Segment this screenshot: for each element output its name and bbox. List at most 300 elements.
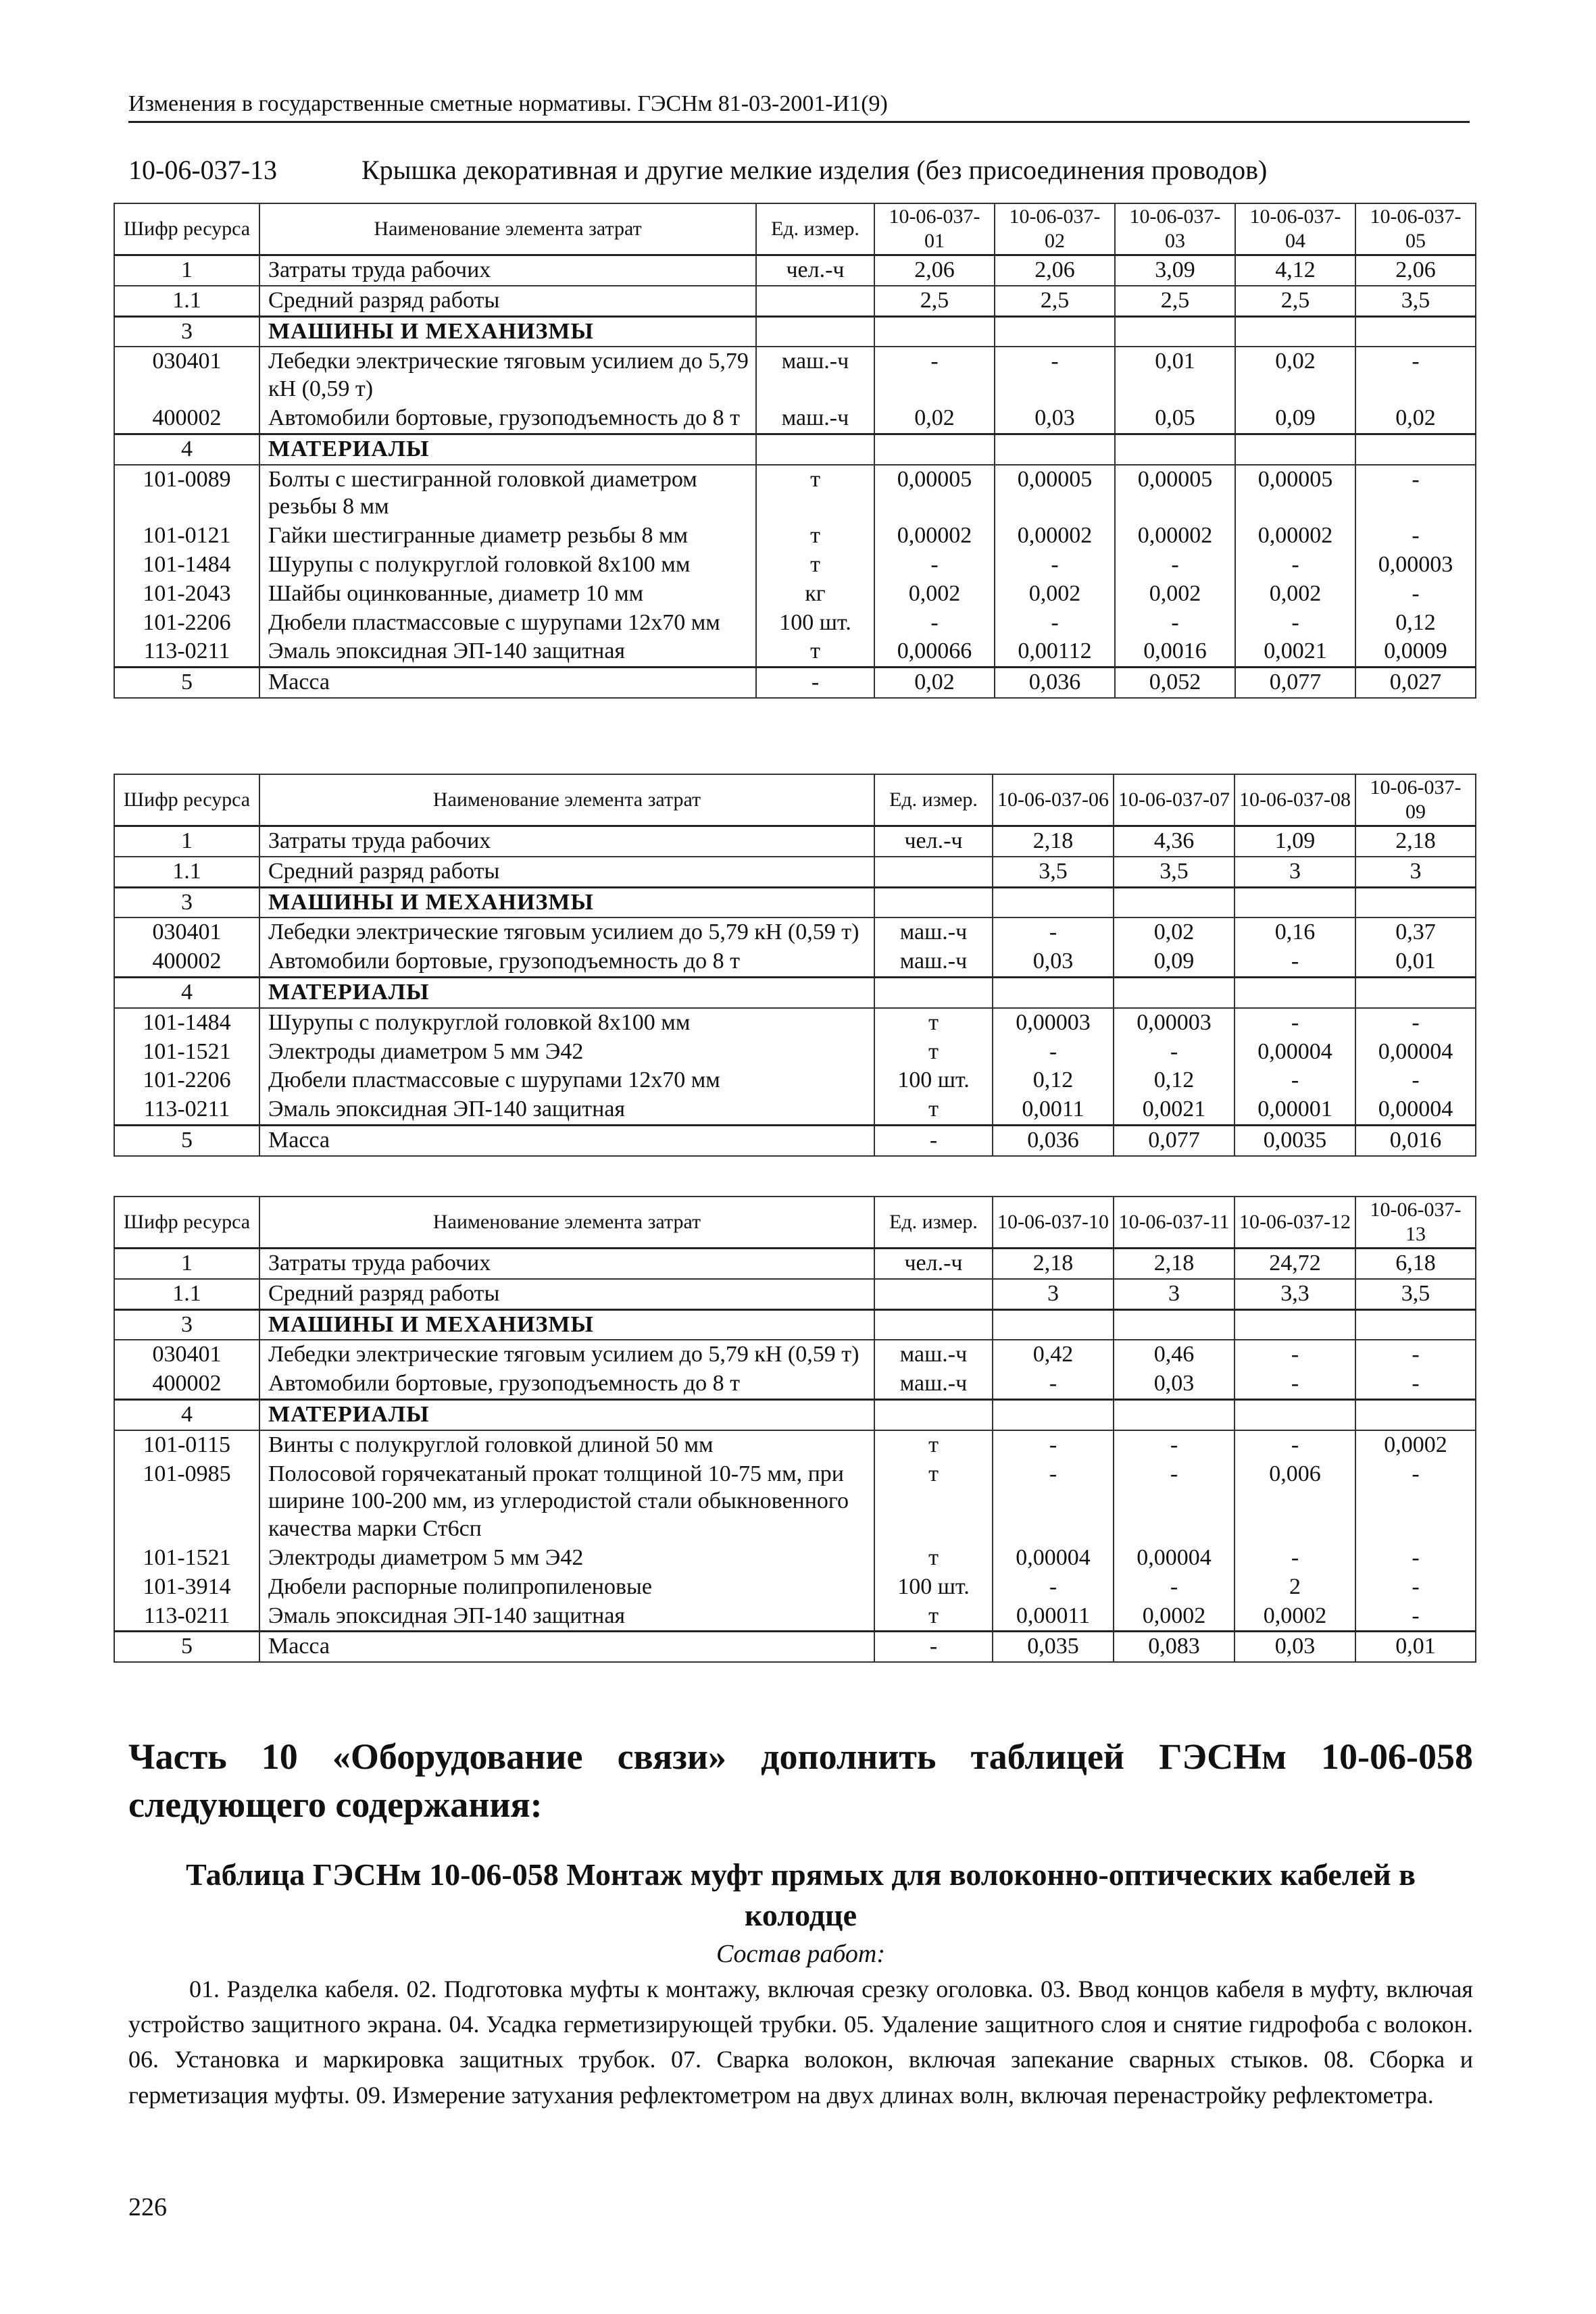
unit (874, 857, 993, 887)
value: 0,01 (1115, 347, 1235, 404)
table-row (114, 1573, 1476, 1602)
value: - (995, 551, 1115, 580)
value (1355, 434, 1476, 464)
header-norm-code: 10-06-037-03 (1115, 203, 1235, 255)
value: - (995, 609, 1115, 638)
unit: маш.-ч (874, 917, 993, 947)
resource-code: 4 (114, 977, 259, 1007)
value: 0,0002 (1114, 1602, 1235, 1632)
table-row (114, 286, 1476, 316)
value (1235, 434, 1355, 464)
value: - (993, 1573, 1114, 1602)
value: 2,06 (995, 255, 1115, 286)
value: 4,36 (1114, 826, 1235, 857)
value: - (1235, 1544, 1355, 1573)
value: - (1235, 1066, 1355, 1095)
value (1235, 887, 1355, 917)
resource-code: 101-2206 (114, 609, 259, 638)
value: 0,00011 (993, 1602, 1114, 1632)
value: 0,16 (1235, 917, 1355, 947)
header-norm-code: 10-06-037-09 (1355, 774, 1476, 826)
header-name: Наименование элемента затрат (259, 774, 874, 826)
value: 2,5 (1115, 286, 1235, 316)
value: 2 (1235, 1573, 1355, 1602)
value: 0,002 (1115, 580, 1235, 609)
value: 0,035 (993, 1632, 1114, 1662)
value: 2,18 (993, 826, 1114, 857)
table-row (114, 1602, 1476, 1632)
value: - (995, 347, 1115, 404)
table-row (114, 1460, 1476, 1544)
value: 3 (1235, 857, 1355, 887)
value: 3 (1114, 1279, 1235, 1309)
resource-code: 5 (114, 668, 259, 698)
value: - (993, 1430, 1114, 1460)
table-row (114, 1066, 1476, 1095)
section-row (114, 1309, 1476, 1340)
unit: чел.-ч (874, 1249, 993, 1279)
unit: т (874, 1008, 993, 1038)
value (1355, 1399, 1476, 1430)
unit: - (874, 1125, 993, 1155)
value (993, 977, 1114, 1007)
section-title (259, 887, 874, 917)
value: - (874, 609, 995, 638)
value: 3,5 (1355, 1279, 1476, 1309)
header-norm-code: 10-06-037-07 (1114, 774, 1235, 826)
header-code: Шифр ресурса (114, 1197, 259, 1249)
header-norm-code: 10-06-037-06 (993, 774, 1114, 826)
unit: - (756, 668, 874, 698)
value: 0,00004 (993, 1544, 1114, 1573)
resource-code: 113-0211 (114, 1095, 259, 1125)
value: 0,12 (1114, 1066, 1235, 1095)
value: 0,00002 (874, 522, 995, 551)
resource-code: 1.1 (114, 286, 259, 316)
table-row (114, 1430, 1476, 1460)
header-code: Шифр ресурса (114, 203, 259, 255)
resource-code: 030401 (114, 347, 259, 404)
section-title-text: МАШИНЫ И МЕХАНИЗМЫ (268, 1311, 594, 1337)
value: - (1355, 1544, 1476, 1573)
value: - (993, 917, 1114, 947)
unit: т (756, 637, 874, 667)
value: 0,052 (1115, 668, 1235, 698)
header-norm-code: 10-06-037-11 (1114, 1197, 1235, 1249)
norms-table-2 (114, 774, 1476, 1157)
resource-code: 101-1521 (114, 1544, 259, 1573)
resource-name: Автомобили бортовые, грузоподъемность до 8 т (259, 947, 874, 977)
resource-name: Эмаль эпоксидная ЭП-140 защитная (259, 637, 756, 667)
resource-name: Шурупы с полукруглой головкой 8х100 мм (259, 1008, 874, 1038)
unit: кг (756, 580, 874, 609)
value: - (1235, 609, 1355, 638)
mass-row (114, 1632, 1476, 1662)
value (1355, 887, 1476, 917)
table-row (114, 947, 1476, 977)
table-header-row (114, 203, 1476, 255)
resource-code: 101-1484 (114, 551, 259, 580)
value: 3,5 (1355, 286, 1476, 316)
value: - (1114, 1573, 1235, 1602)
value: 0,016 (1355, 1125, 1476, 1155)
table-title: Таблица ГЭСНм 10-06-058 Монтаж муфт прямых для волоконно-оптических кабелей в колодце (186, 1857, 1416, 1932)
value: 0,12 (1355, 609, 1476, 638)
unit: т (874, 1544, 993, 1573)
section-row (114, 1399, 1476, 1430)
value: 0,02 (1235, 347, 1355, 404)
resource-name: Автомобили бортовые, грузоподъемность до 8 т (259, 404, 756, 434)
resource-code: 400002 (114, 1369, 259, 1399)
value: 0,00005 (1115, 465, 1235, 522)
resource-name: Затраты труда рабочих (259, 826, 874, 857)
section-title (259, 1399, 874, 1430)
header-norm-code: 10-06-037-02 (995, 203, 1115, 255)
value: - (1355, 1573, 1476, 1602)
section-row (114, 887, 1476, 917)
resource-name: Масса (259, 668, 756, 698)
value: 1,09 (1235, 826, 1355, 857)
value: 2,06 (1355, 255, 1476, 286)
resource-code: 030401 (114, 1340, 259, 1369)
section-title-text: МАТЕРИАЛЫ (268, 1401, 430, 1427)
table-row (114, 1249, 1476, 1279)
table-header-row (114, 774, 1476, 826)
unit: - (874, 1632, 993, 1662)
unit: маш.-ч (756, 404, 874, 434)
value: 0,00005 (1235, 465, 1355, 522)
works-text: 01. Разделка кабеля. 02. Подготовка муфты к монтажу, включая срезку оголовка. 03. Ввод концов кабеля в муфту, включая устройство защитного экрана. 04. Усадка герметизирующей трубки. 05. Удаление защитного слоя и снятие гидрофоба с волокон. 06. Установка и маркировка защитных трубок. 07. Сварка волокон, включая запекание сварных стыков. 08. Сборка и герметизация муфты. 09. Измерение затухания рефлектометром на двух длинах волн, включая перенастройку рефлектометра. (128, 1976, 1473, 2109)
value (1235, 1309, 1355, 1340)
value: 0,02 (874, 668, 995, 698)
resource-name: Шурупы с полукруглой головкой 8х100 мм (259, 551, 756, 580)
table-row (114, 609, 1476, 638)
resource-code: 101-2206 (114, 1066, 259, 1095)
unit: т (874, 1460, 993, 1544)
unit (874, 1309, 993, 1340)
value: - (993, 1460, 1114, 1544)
value (995, 316, 1115, 347)
header-norm-code: 10-06-037-01 (874, 203, 995, 255)
unit: т (874, 1602, 993, 1632)
resource-name: Эмаль эпоксидная ЭП-140 защитная (259, 1095, 874, 1125)
table-row (114, 1369, 1476, 1399)
unit (756, 434, 874, 464)
resource-name: Болты с шестигранной головкой диаметром резьбы 8 мм (259, 465, 756, 522)
value: 3 (993, 1279, 1114, 1309)
value: - (1235, 947, 1355, 977)
value: 0,0009 (1355, 637, 1476, 667)
value: - (1235, 1008, 1355, 1038)
value (993, 1309, 1114, 1340)
header-code: Шифр ресурса (114, 774, 259, 826)
value (1114, 1309, 1235, 1340)
resource-name: Масса (259, 1125, 874, 1155)
unit (874, 977, 993, 1007)
resource-code: 030401 (114, 917, 259, 947)
value: 0,002 (874, 580, 995, 609)
unit (874, 1279, 993, 1309)
table-row (114, 465, 1476, 522)
table-header-row (114, 1197, 1476, 1249)
value: - (993, 1038, 1114, 1067)
value: - (1355, 1066, 1476, 1095)
section-title-text: МАТЕРИАЛЫ (268, 436, 430, 461)
value (874, 434, 995, 464)
value: 3 (1355, 857, 1476, 887)
section-title-text: МАТЕРИАЛЫ (268, 979, 430, 1005)
value: - (1235, 551, 1355, 580)
value: - (874, 347, 995, 404)
resource-code: 101-1521 (114, 1038, 259, 1067)
table-row (114, 1095, 1476, 1125)
value: - (1114, 1430, 1235, 1460)
value: 0,083 (1114, 1632, 1235, 1662)
resource-name: Винты с полукруглой головкой длиной 50 мм (259, 1430, 874, 1460)
value: 3,3 (1235, 1279, 1355, 1309)
resource-name: Дюбели пластмассовые с шурупами 12х70 мм (259, 609, 756, 638)
value (1235, 977, 1355, 1007)
resource-code: 101-3914 (114, 1573, 259, 1602)
value: 0,00112 (995, 637, 1115, 667)
value: 0,05 (1115, 404, 1235, 434)
value (1235, 1399, 1355, 1430)
resource-code: 101-0115 (114, 1430, 259, 1460)
unit (756, 316, 874, 347)
resource-code: 5 (114, 1125, 259, 1155)
header-unit: Ед. измер. (874, 1197, 993, 1249)
value: 2,5 (1235, 286, 1355, 316)
resource-name: Дюбели пластмассовые с шурупами 12х70 мм (259, 1066, 874, 1095)
unit (756, 286, 874, 316)
value: 0,37 (1355, 917, 1476, 947)
value: 0,03 (993, 947, 1114, 977)
table-row (114, 551, 1476, 580)
resource-name: Затраты труда рабочих (259, 1249, 874, 1279)
unit: т (756, 551, 874, 580)
resource-name: Полосовой горячекатаный прокат толщиной 10-75 мм, при ширине 100-200 мм, из углеродистой стали обыкновенного качества марки Ст6сп (259, 1460, 874, 1544)
value: 0,02 (1114, 917, 1235, 947)
value: - (1235, 1369, 1355, 1399)
resource-name: Масса (259, 1632, 874, 1662)
norms-table-1 (114, 203, 1476, 699)
section-title (259, 1309, 874, 1340)
value: - (874, 551, 995, 580)
value: 2,5 (995, 286, 1115, 316)
resource-name: Автомобили бортовые, грузоподъемность до 8 т (259, 1369, 874, 1399)
resource-code: 101-2043 (114, 580, 259, 609)
value: 0,09 (1235, 404, 1355, 434)
value: 0,12 (993, 1066, 1114, 1095)
value: 0,00005 (995, 465, 1115, 522)
value: 0,03 (1114, 1369, 1235, 1399)
resource-name: Шайбы оцинкованные, диаметр 10 мм (259, 580, 756, 609)
unit: чел.-ч (874, 826, 993, 857)
table-row (114, 637, 1476, 667)
page-number: 226 (128, 2193, 167, 2221)
resource-code: 113-0211 (114, 1602, 259, 1632)
section-title (259, 977, 874, 1007)
value: - (1355, 347, 1476, 404)
resource-code: 4 (114, 434, 259, 464)
value: 6,18 (1355, 1249, 1476, 1279)
unit: 100 шт. (874, 1066, 993, 1095)
value: 0,02 (1355, 404, 1476, 434)
value: 0,00004 (1114, 1544, 1235, 1573)
header-norm-code: 10-06-037-05 (1355, 203, 1476, 255)
value: - (1235, 1340, 1355, 1369)
resource-name: Лебедки электрические тяговым усилием до 5,79 кН (0,59 т) (259, 1340, 874, 1369)
table-row (114, 580, 1476, 609)
resource-code: 1.1 (114, 857, 259, 887)
unit: т (756, 522, 874, 551)
value (995, 434, 1115, 464)
value: - (1115, 609, 1235, 638)
norms-table-3 (114, 1196, 1476, 1663)
resource-code: 400002 (114, 947, 259, 977)
value: 0,00004 (1355, 1038, 1476, 1067)
value: - (993, 1369, 1114, 1399)
value: 0,00002 (995, 522, 1115, 551)
value: 2,06 (874, 255, 995, 286)
resource-name: Средний разряд работы (259, 286, 756, 316)
value: 0,077 (1235, 668, 1355, 698)
resource-code: 1.1 (114, 1279, 259, 1309)
value: 2,18 (1114, 1249, 1235, 1279)
unit: т (756, 465, 874, 522)
value (1115, 434, 1235, 464)
value: 0,00002 (1115, 522, 1235, 551)
table-row (114, 1279, 1476, 1309)
value: 0,077 (1114, 1125, 1235, 1155)
unit: чел.-ч (756, 255, 874, 286)
table-row (114, 826, 1476, 857)
value: 0,00002 (1235, 522, 1355, 551)
resource-name: Средний разряд работы (259, 857, 874, 887)
unit: т (874, 1038, 993, 1067)
table-row (114, 404, 1476, 434)
header-name: Наименование элемента затрат (259, 1197, 874, 1249)
unit: маш.-ч (756, 347, 874, 404)
unit: маш.-ч (874, 947, 993, 977)
resource-code: 5 (114, 1632, 259, 1662)
value (1114, 1399, 1235, 1430)
resource-name: Электроды диаметром 5 мм Э42 (259, 1544, 874, 1573)
section-title-text: МАШИНЫ И МЕХАНИЗМЫ (268, 889, 594, 915)
value: 2,18 (1355, 826, 1476, 857)
unit (874, 1399, 993, 1430)
value: 0,002 (995, 580, 1115, 609)
value (1355, 316, 1476, 347)
section-title (259, 434, 756, 464)
table-row (114, 522, 1476, 551)
unit: маш.-ч (874, 1340, 993, 1369)
resource-code: 101-0985 (114, 1460, 259, 1544)
value: 0,03 (1235, 1632, 1355, 1662)
value (874, 316, 995, 347)
value: 0,036 (993, 1125, 1114, 1155)
resource-code: 101-0121 (114, 522, 259, 551)
table-row (114, 917, 1476, 947)
value: 0,002 (1235, 580, 1355, 609)
section-row (114, 977, 1476, 1007)
value: 3,5 (1114, 857, 1235, 887)
table-row (114, 1544, 1476, 1573)
value: 0,01 (1355, 947, 1476, 977)
header-norm-code: 10-06-037-12 (1235, 1197, 1355, 1249)
section-title (259, 316, 756, 347)
value: 0,00003 (1114, 1008, 1235, 1038)
value: - (1355, 1369, 1476, 1399)
header-unit: Ед. измер. (756, 203, 874, 255)
value: - (1235, 1430, 1355, 1460)
value: 0,006 (1235, 1460, 1355, 1544)
header-name: Наименование элемента затрат (259, 203, 756, 255)
value (993, 1399, 1114, 1430)
unit: т (874, 1095, 993, 1125)
value: 2,5 (874, 286, 995, 316)
value: 0,0021 (1114, 1095, 1235, 1125)
resource-code: 1 (114, 1249, 259, 1279)
resource-code: 4 (114, 1399, 259, 1430)
header-norm-code: 10-06-037-08 (1235, 774, 1355, 826)
value: - (1355, 1460, 1476, 1544)
unit: маш.-ч (874, 1369, 993, 1399)
value: - (1355, 522, 1476, 551)
header-norm-code: 10-06-037-04 (1235, 203, 1355, 255)
value: 3,09 (1115, 255, 1235, 286)
value: 0,00004 (1235, 1038, 1355, 1067)
value: 0,036 (995, 668, 1115, 698)
unit: 100 шт. (874, 1573, 993, 1602)
unit: 100 шт. (756, 609, 874, 638)
value: 3,5 (993, 857, 1114, 887)
resource-name: Электроды диаметром 5 мм Э42 (259, 1038, 874, 1067)
value: 0,00001 (1235, 1095, 1355, 1125)
table-caption-line (128, 154, 1480, 186)
value: 0,46 (1114, 1340, 1235, 1369)
resource-name: Средний разряд работы (259, 1279, 874, 1309)
resource-code: 400002 (114, 404, 259, 434)
table-row (114, 255, 1476, 286)
part-heading: Часть 10 «Оборудование связи» дополнить таблицей ГЭСНм 10-06-058 следующего содержания: (128, 1736, 1473, 1826)
value: 0,03 (995, 404, 1115, 434)
table-row (114, 857, 1476, 887)
value: 0,02 (874, 404, 995, 434)
header-norm-code: 10-06-037-13 (1355, 1197, 1476, 1249)
value: 0,00004 (1355, 1095, 1476, 1125)
mass-row (114, 1125, 1476, 1155)
resource-code: 101-1484 (114, 1008, 259, 1038)
value: - (1355, 580, 1476, 609)
resource-name: Эмаль эпоксидная ЭП-140 защитная (259, 1602, 874, 1632)
value: 0,42 (993, 1340, 1114, 1369)
resource-code: 1 (114, 255, 259, 286)
value (1355, 1309, 1476, 1340)
table-row (114, 347, 1476, 404)
resource-code: 101-0089 (114, 465, 259, 522)
resource-code: 3 (114, 1309, 259, 1340)
value: 0,0011 (993, 1095, 1114, 1125)
resource-name: Лебедки электрические тяговым усилием до 5,79 кН (0,59 т) (259, 347, 756, 404)
section-row (114, 434, 1476, 464)
value: 2,18 (993, 1249, 1114, 1279)
value: 0,09 (1114, 947, 1235, 977)
resource-name: Лебедки электрические тяговым усилием до 5,79 кН (0,59 т) (259, 917, 874, 947)
value: - (1114, 1038, 1235, 1067)
value: 0,0021 (1235, 637, 1355, 667)
value (1355, 977, 1476, 1007)
